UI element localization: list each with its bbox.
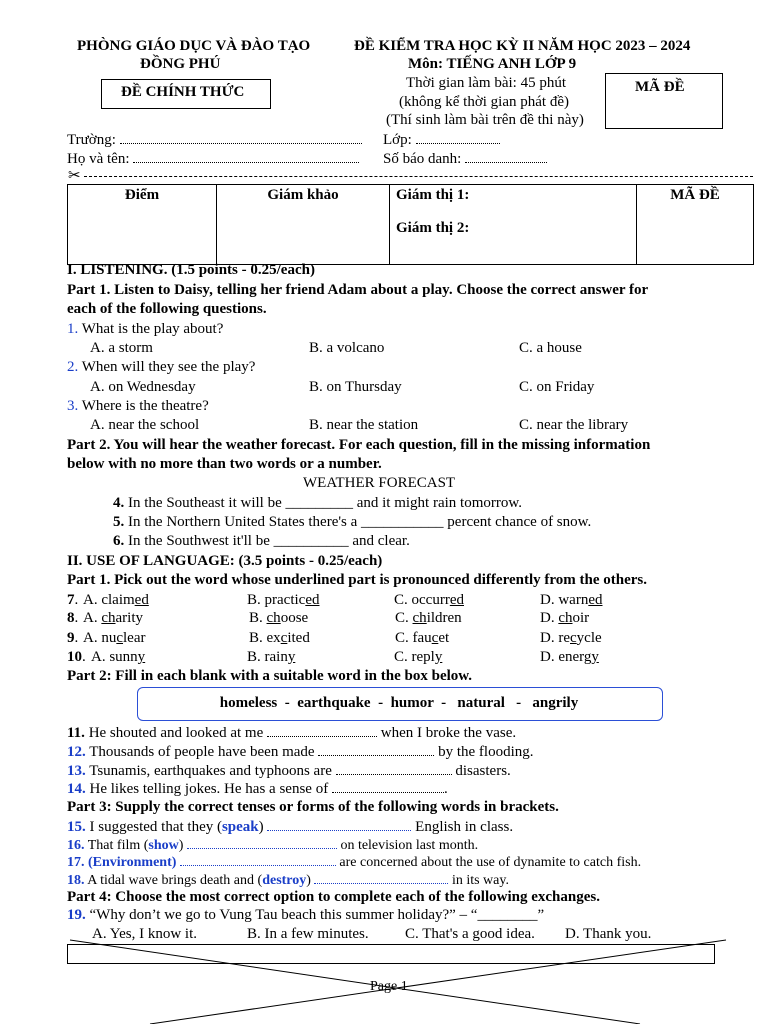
q2-option-a[interactable]: A. on Wednesday (90, 379, 196, 395)
q8-option-a[interactable]: A. charity (83, 610, 144, 626)
class-field (383, 131, 500, 149)
q19-option-c[interactable]: C. That's a good idea. (405, 926, 535, 942)
scissors-icon: ✂ (68, 168, 81, 184)
id-field (383, 150, 547, 168)
q9-option-a[interactable]: A. nuclear (83, 630, 146, 646)
school-label: Trường: (67, 132, 116, 148)
cut-line (84, 176, 753, 177)
q11-blank[interactable] (267, 724, 377, 737)
listening-part2-line2: below with no more than two words or a number. (67, 456, 382, 472)
proctor1-label: Giám thị 1: (396, 187, 470, 203)
name-field (67, 150, 359, 168)
language-part1: Part 1. Pick out the word whose underlined part is pronounced differently from the others. (67, 572, 647, 588)
q7-option-d[interactable]: D. warned (540, 592, 603, 608)
question-9-num: 9. (67, 630, 79, 646)
q17-blank[interactable] (180, 853, 336, 866)
q12-blank[interactable] (318, 743, 434, 756)
forecast-title: WEATHER FORECAST (303, 475, 456, 491)
exam-time-note: (không kể thời gian phát đề) (399, 94, 569, 110)
listening-part2-line1: Part 2. You will hear the weather forecast. For each question, fill in the missing information (67, 437, 651, 453)
school-field (67, 131, 362, 149)
question-16: 16. That film (show) on television last month. (67, 838, 479, 853)
q19-option-d[interactable]: D. Thank you. (565, 926, 652, 942)
language-part3: Part 3: Supply the correct tenses or forms of the following words in brackets. (67, 799, 559, 815)
question-15: 15. I suggested that they (speak) English in class. (67, 819, 514, 835)
q14-blank[interactable] (332, 780, 444, 793)
code-label: MÃ ĐỀ (635, 79, 685, 95)
proctor-cell (390, 185, 637, 265)
code-cell: MÃ ĐỀ (637, 185, 754, 265)
q3-option-a[interactable]: A. near the school (90, 417, 200, 433)
q19-option-b[interactable]: B. In a few minutes. (247, 926, 369, 942)
q7-option-a[interactable]: A. claimed (83, 592, 149, 608)
q9-option-b[interactable]: B. excited (249, 630, 310, 646)
question-3: 3. Where is the theatre? (67, 398, 209, 414)
question-6: 6. In the Southwest it'll be __________ and clear. (113, 533, 410, 549)
q7-option-b[interactable]: B. practiced (247, 592, 320, 608)
q10-option-d[interactable]: D. energy (540, 649, 599, 665)
q2-option-c[interactable]: C. on Friday (519, 379, 595, 395)
class-blank[interactable] (416, 131, 500, 144)
school-blank[interactable] (120, 131, 362, 144)
id-label: Số báo danh: (383, 151, 462, 167)
dept-line2: ĐỒNG PHÚ (140, 56, 221, 72)
examiner-cell: Giám khảo (217, 185, 390, 265)
q7-option-c[interactable]: C. occurred (394, 592, 464, 608)
q8-option-d[interactable]: D. choir (540, 610, 590, 626)
word-box-text: homeless - earthquake - humor - natural - angrily (219, 695, 579, 711)
q1-option-c[interactable]: C. a house (519, 340, 582, 356)
listening-part1-line2: each of the following questions. (67, 301, 267, 317)
q10-option-c[interactable]: C. reply (394, 649, 443, 665)
q9-option-c[interactable]: C. faucet (395, 630, 450, 646)
proctor2-label: Giám thị 2: (396, 220, 470, 236)
dept-line1: PHÒNG GIÁO DỤC VÀ ĐÀO TẠO (77, 38, 311, 54)
cross-out-lines (0, 930, 768, 1024)
language-part4: Part 4: Choose the most correct option to complete each of the following exchanges. (67, 889, 600, 905)
question-18: 18. A tidal wave brings death and (destroy) in its way. (67, 873, 509, 888)
page-number: Page 1 (370, 979, 408, 994)
q10-option-a[interactable]: A. sunny (91, 649, 146, 665)
id-blank[interactable] (465, 150, 547, 163)
grade-table (67, 184, 754, 265)
q1-option-a[interactable]: A. a storm (90, 340, 153, 356)
question-17: 17. (Environment) are concerned about the use of dynamite to catch fish. (67, 855, 642, 870)
q19-option-a[interactable]: A. Yes, I know it. (92, 926, 198, 942)
q2-option-b[interactable]: B. on Thursday (309, 379, 402, 395)
question-14: 14. He likes telling jokes. He has a sense of . (67, 781, 448, 797)
language-heading: II. USE OF LANGUAGE: (3.5 points - 0.25/each) (67, 553, 383, 569)
question-5: 5. In the Northern United States there's a ___________ percent chance of snow. (113, 514, 592, 530)
exam-title: ĐỀ KIỂM TRA HỌC KỲ II NĂM HỌC 2023 – 2024 (354, 38, 691, 54)
exam-time: Thời gian làm bài: 45 phút (406, 75, 566, 91)
question-4: 4. In the Southeast it will be _________ and it might rain tomorrow. (113, 495, 522, 511)
q10-option-b[interactable]: B. rainy (247, 649, 296, 665)
question-11: 11. He shouted and looked at me when I broke the vase. (67, 725, 517, 741)
listening-part1-line1: Part 1. Listen to Daisy, telling her friend Adam about a play. Choose the correct answer for (67, 282, 649, 298)
name-label: Họ và tên: (67, 151, 130, 167)
q8-option-b[interactable]: B. choose (249, 610, 309, 626)
q13-blank[interactable] (336, 762, 452, 775)
language-part2: Part 2: Fill in each blank with a suitable word in the box below. (67, 668, 473, 684)
name-blank[interactable] (133, 150, 359, 163)
q1-option-b[interactable]: B. a volcano (309, 340, 385, 356)
question-7-num: 7. (67, 592, 79, 608)
q15-blank[interactable] (267, 818, 411, 831)
listening-heading: I. LISTENING. (1.5 points - 0.25/each) (67, 262, 315, 278)
class-label: Lớp: (383, 132, 412, 148)
question-2: 2. When will they see the play? (67, 359, 256, 375)
q3-option-b[interactable]: B. near the station (309, 417, 419, 433)
official-label: ĐỀ CHÍNH THỨC (121, 84, 245, 100)
question-1: 1. What is the play about? (67, 321, 224, 337)
question-12: 12. Thousands of people have been made by the flooding. (67, 744, 534, 760)
exam-write-note: (Thí sinh làm bài trên đề thi này) (386, 112, 584, 128)
q3-option-c[interactable]: C. near the library (519, 417, 629, 433)
question-8-num: 8. (67, 610, 79, 626)
q8-option-c[interactable]: C. children (395, 610, 462, 626)
q9-option-d[interactable]: D. recycle (540, 630, 602, 646)
q16-blank[interactable] (187, 836, 337, 849)
q18-blank[interactable] (314, 871, 448, 884)
question-13: 13. Tsunamis, earthquakes and typhoons are disasters. (67, 763, 511, 779)
exam-subject: Môn: TIẾNG ANH LỚP 9 (408, 56, 577, 72)
score-cell: Điểm (68, 185, 217, 265)
question-19: 19. “Why don’t we go to Vung Tau beach this summer holiday?” – “________” (67, 907, 545, 923)
question-10-num: 10. (67, 649, 86, 665)
